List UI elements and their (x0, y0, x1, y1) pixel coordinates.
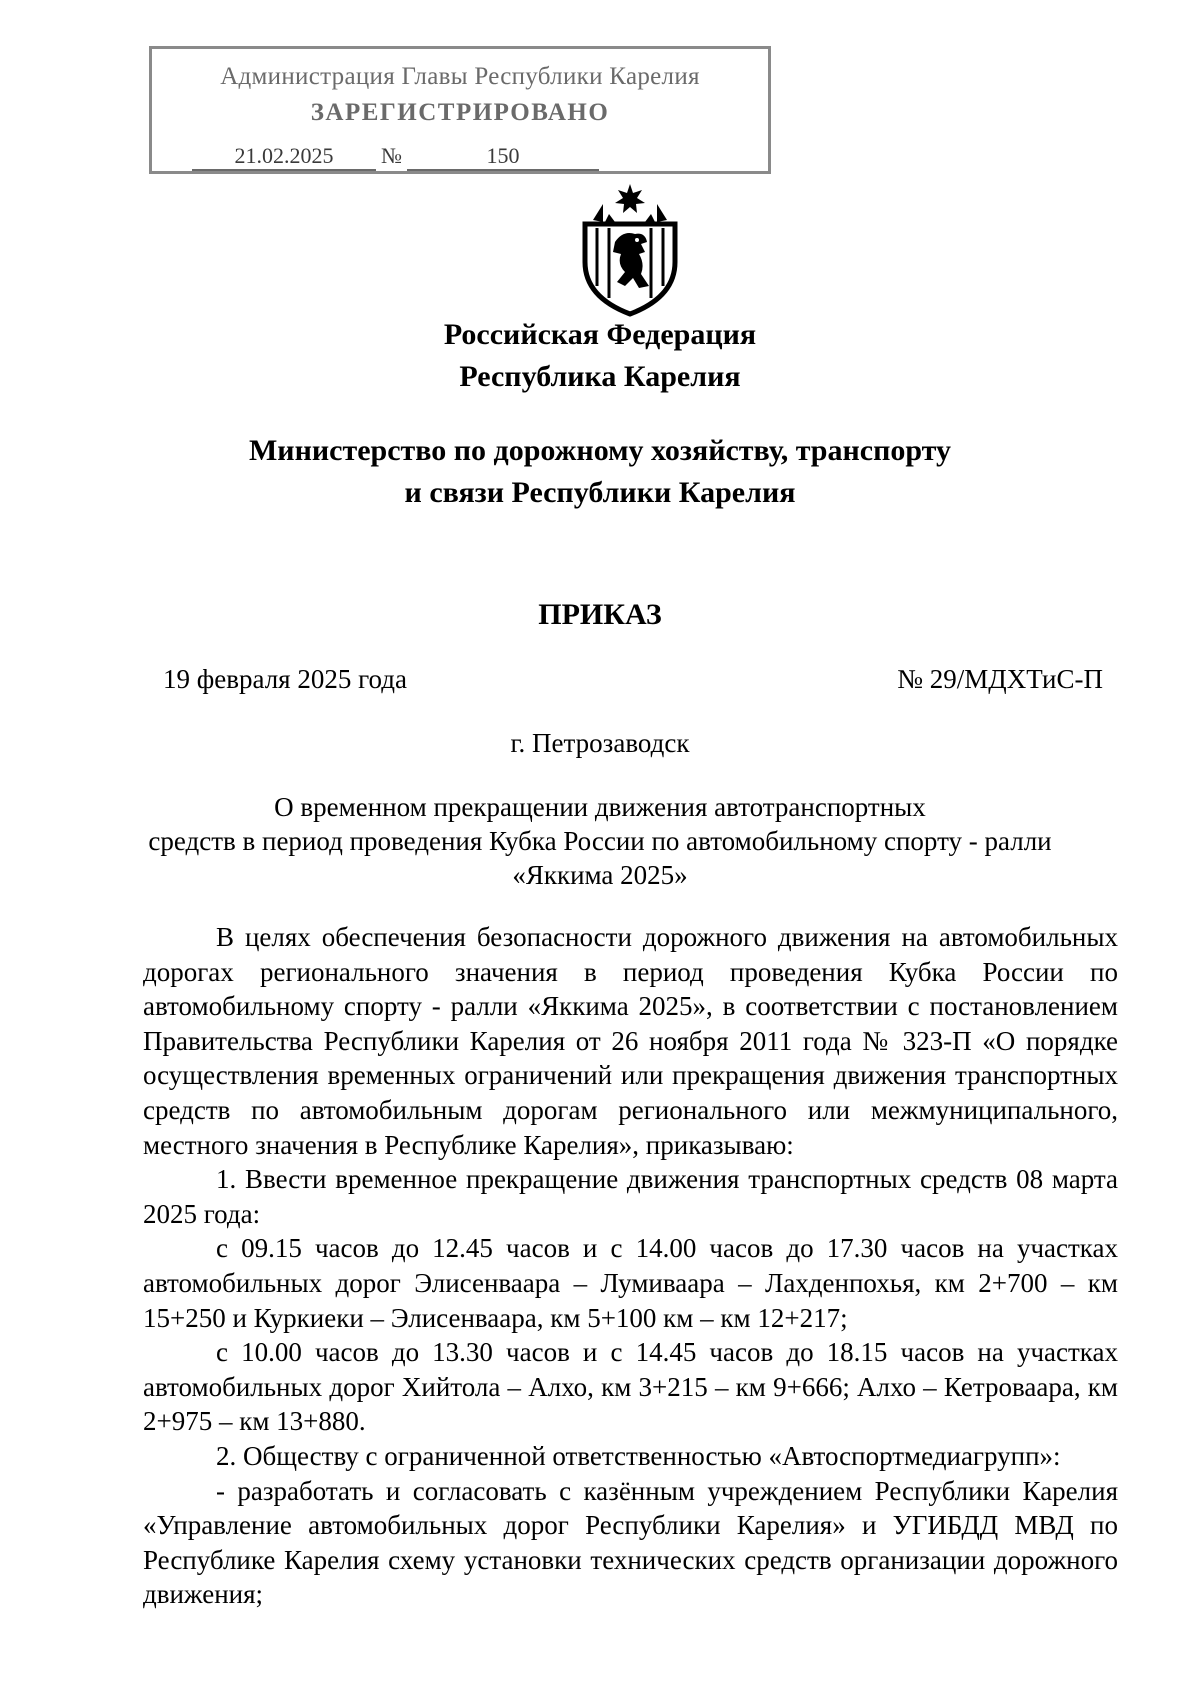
order-body (143, 920, 1118, 1612)
stamp-number-sign: № (381, 143, 402, 168)
body-paragraph-item1-period1: с 09.15 часов до 12.45 часов и с 14.00 часов до 17.30 часов на участках автомобильных дорог Элисенваара – Лумиваара – Лахденпохья, км 2+700 – км 15+250 и Куркиеки – Элисенваара, км 5+100 км – км 12+217; (143, 1233, 1118, 1333)
order-number: № 29/МДХТиС-П (897, 664, 1103, 694)
republic-name: Республика Карелия (459, 360, 741, 393)
subject-line1: О временном прекращении движения автотранспортных (274, 792, 926, 822)
order-subject (0, 790, 1200, 892)
subject-line2: средств в период проведения Кубка России по автомобильному спорту - ралли (148, 826, 1052, 856)
order-city: г. Петрозаводск (510, 728, 690, 758)
body-paragraph-item2: 2. Обществу с ограниченной ответственностью «Автоспортмедиагрупп»: (216, 1440, 1061, 1471)
subject-line3: «Яккима 2025» (512, 860, 688, 890)
body-paragraph-item1-period2: с 10.00 часов до 13.30 часов и с 14.45 часов до 18.15 часов на участках автомобильных дорог Хийтола – Алхо, км 3+215 – км 9+666; Алхо – Кетроваара, км 2+975 – км 13+880. (143, 1337, 1118, 1437)
body-paragraph-item1: 1. Ввести временное прекращение движения транспортных средств 08 марта 2025 года: (143, 1164, 1118, 1229)
body-paragraph-preamble: В целях обеспечения безопасности дорожного движения на автомобильных дорогах регионального значения в период проведения Кубка России по автомобильному спорту - ралли «Яккима 2025», в соответствии с постановлением Правительства Республики Карелия от 26 ноября 2011 года № 323-П «О порядке осуществления временных ограничений или прекращения движения транспортных средств по автомобильным дорогам регионального или межмуниципального, местного значения в Республике Карелия», приказываю: (143, 922, 1118, 1160)
registration-stamp (149, 46, 771, 174)
ministry-name-line2: и связи Республики Карелия (404, 476, 796, 509)
body-paragraph-item2-task1: - разработать и согласовать с казённым учреждением Республики Карелия «Управление автомобильных дорог Республики Карелия» и УГИБДД МВД по Республике Карелия схему установки технических средств организации дорожного движения; (143, 1475, 1118, 1610)
stamp-organization: Администрация Главы Республики Карелия (220, 63, 700, 90)
stamp-number: 150 (407, 143, 599, 171)
stamp-date: 21.02.2025 (192, 143, 376, 171)
country-name: Российская Федерация (443, 318, 757, 351)
karelia-coat-of-arms-icon (575, 182, 685, 318)
order-date: 19 февраля 2025 года (163, 664, 407, 694)
document-type: ПРИКАЗ (538, 598, 662, 631)
ministry-name-line1: Министерство по дорожному хозяйству, транспорту (248, 434, 952, 467)
stamp-status: ЗАРЕГИСТРИРОВАНО (310, 99, 610, 126)
